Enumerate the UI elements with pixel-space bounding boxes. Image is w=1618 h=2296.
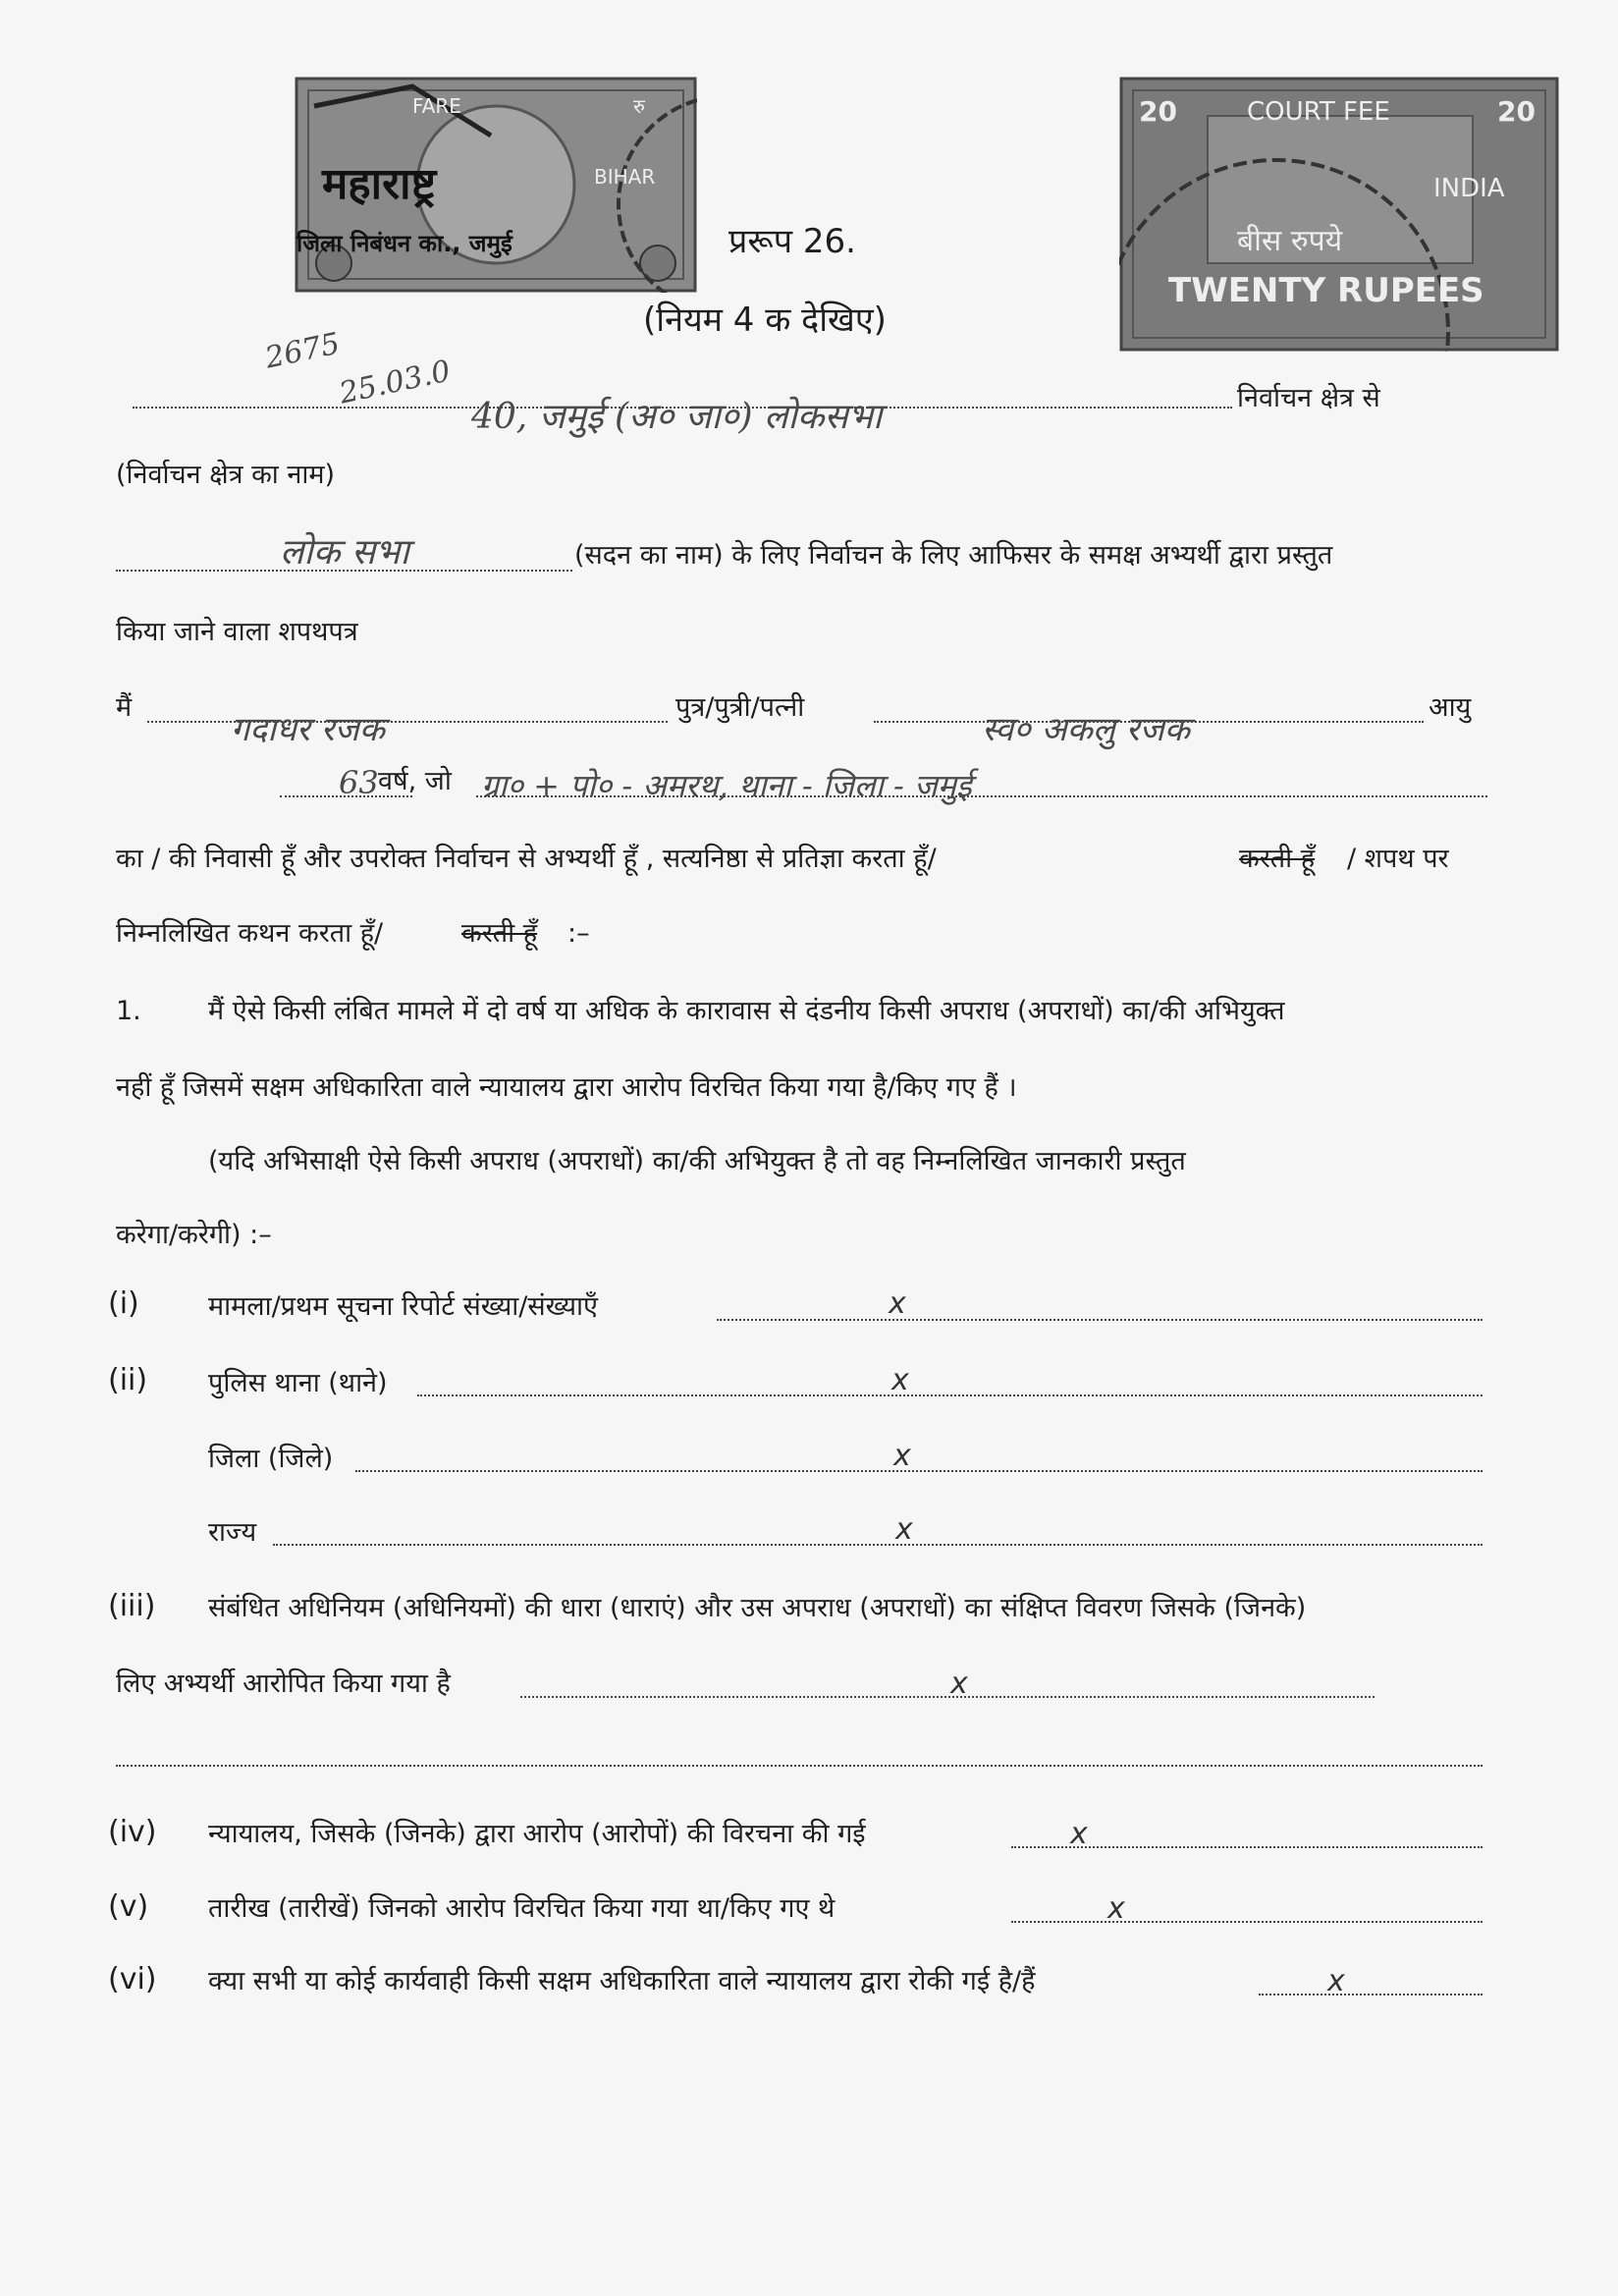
constituency-label-right: निर्वाचन क्षेत्र से (1237, 383, 1380, 413)
para1-number: 1. (116, 996, 141, 1026)
item-iii-text: संबंधित अधिनियम (अधिनियमों) की धारा (धाराएं) और उस अपराध (अपराधों) का संक्षिप्त विवरण जिसके (जिनके) (208, 1593, 1307, 1623)
court-fee-stamp (1119, 77, 1559, 352)
item-iii-cross-mark: x (950, 1667, 968, 1701)
item-vi-text: क्या सभी या कोई कार्यवाही किसी सक्षम अधिकारिता वाले न्यायालय द्वारा रोकी गई है/हैं (208, 1966, 1036, 1996)
father-name-handwritten: स्व० अकलु रजक (982, 710, 1190, 749)
house-text: (सदन का नाम) के लिए निर्वाचन के लिए आफिसर के समक्ष अभ्यर्थी द्वारा प्रस्तुत (574, 540, 1333, 571)
stamp-left-overprint: महाराष्ट्र (322, 159, 437, 209)
para1-line1: मैं ऐसे किसी लंबित मामले में दो वर्ष या अधिक के कारावास से दंडनीय किसी अपराध (अपराधों) का/की अभियुक्त (208, 996, 1285, 1026)
stamp-right-top-text: COURT FEE (1247, 97, 1390, 127)
residence-statement-struck: करती हूँ (1239, 844, 1316, 874)
registration-date: 25.03.0 (336, 354, 454, 411)
relation-label: पुत्र/पुत्री/पत्नी (675, 692, 805, 723)
item-vi-cross-mark: x (1327, 1964, 1345, 1998)
statement-line-a: निम्नलिखित कथन करता हूँ/ (116, 918, 384, 949)
stamp-left-subtext: जिला निबंधन का., जमुई (297, 230, 512, 257)
item-v-dotted-line (1011, 1921, 1483, 1923)
stamp-left-value: रु (633, 94, 645, 118)
district-dotted-line (355, 1470, 1483, 1472)
item-iii-dotted-line (520, 1696, 1375, 1698)
age-suffix: वर्ष, जो (378, 766, 452, 796)
deponent-i-label: मैं (116, 692, 133, 723)
item-i-cross-mark: x (889, 1286, 906, 1321)
stamp-right-value-left: 20 (1139, 95, 1177, 128)
constituency-name-label: (निर्वाचन क्षेत्र का नाम) (116, 460, 336, 490)
item-iv-text: न्यायालय, जिसके (जिनके) द्वारा आरोप (आरोपों) की विरचना की गई (208, 1819, 866, 1849)
residence-statement-a: का / की निवासी हूँ और उपरोक्त निर्वाचन से अभ्यर्थी हूँ , सत्यनिष्ठा से प्रतिज्ञा करता हूँ/ (116, 844, 937, 874)
item-vi-dotted-line (1259, 1994, 1483, 1995)
item-iv-number: (iv) (108, 1815, 157, 1849)
stamp-left-top-text: FARE (412, 94, 461, 118)
stamp-right-value-right: 20 (1497, 95, 1536, 128)
stamp-right-country: INDIA (1433, 174, 1505, 203)
stamp-right-hindi-text: बीस रुपये (1237, 224, 1343, 258)
deponent-name-handwritten: गदाधर रजक (231, 710, 385, 749)
item-v-text: तारीख (तारीखें) जिनको आरोप विरचित किया गया था/किए गए थे (208, 1893, 836, 1924)
constituency-name-handwritten: 40, जमुई (अ० जा०) लोकसभा (471, 397, 883, 437)
item-i-dotted-line (717, 1319, 1483, 1321)
para1-line4: करेगा/करेगी) :– (116, 1220, 272, 1250)
state-dotted-line (273, 1544, 1483, 1546)
district-cross-mark: x (893, 1439, 911, 1473)
age-handwritten: 63 (339, 764, 379, 801)
address-handwritten: ग्रा० + पो० - अमरथ, थाना - जिला - जमुई (481, 767, 972, 804)
item-ii-text: पुलिस थाना (थाने) (208, 1368, 388, 1398)
item-v-number: (v) (108, 1889, 149, 1924)
item-i-number: (i) (108, 1286, 139, 1321)
residence-statement-b: / शपथ पर (1347, 844, 1449, 874)
statement-line-b: :– (567, 918, 590, 949)
para1-line3: (यदि अभिसाक्षी ऐसे किसी अपराध (अपराधों) का/की अभियुक्त है तो वह निम्नलिखित जानकारी प्रस्तुत (208, 1146, 1186, 1176)
item-v-cross-mark: x (1107, 1891, 1125, 1926)
item-iv-cross-mark: x (1070, 1817, 1088, 1851)
state-cross-mark: x (895, 1512, 913, 1547)
rule-reference: (नियम 4 क देखिए) (643, 301, 887, 340)
stamp-left-state: BIHAR (594, 165, 656, 189)
item-i-text: मामला/प्रथम सूचना रिपोर्ट संख्या/संख्याएँ (208, 1291, 598, 1322)
form-title: प्ररूप 26. (728, 222, 856, 261)
item-iii-number: (iii) (108, 1589, 156, 1623)
registration-number: 2675 (262, 326, 344, 376)
house-name-handwritten: लोक सभा (280, 532, 409, 573)
item-ii-dotted-line (417, 1394, 1483, 1396)
age-label: आयु (1429, 692, 1472, 723)
house-text-continued: किया जाने वाला शपथपत्र (116, 617, 358, 647)
para1-line2: नहीं हूँ जिसमें सक्षम अधिकारिता वाले न्यायालय द्वारा आरोप विरचित किया गया है/किए गए हैं । (116, 1072, 1017, 1103)
district-text: जिला (जिले) (208, 1444, 334, 1474)
item-ii-number: (ii) (108, 1363, 148, 1397)
item-ii-cross-mark: x (891, 1363, 909, 1397)
statement-line-struck: करती हूँ (461, 918, 538, 949)
stamp-right-amount-text: TWENTY RUPEES (1168, 271, 1484, 310)
item-iii-extra-dotted-line (116, 1765, 1483, 1767)
item-vi-number: (vi) (108, 1962, 157, 1996)
bihar-fare-stamp (295, 77, 697, 293)
state-text: राज्य (208, 1517, 257, 1548)
item-iii-text-continued: लिए अभ्यर्थी आरोपित किया गया है (116, 1668, 451, 1699)
deponent-name-dotted-line (147, 721, 668, 723)
